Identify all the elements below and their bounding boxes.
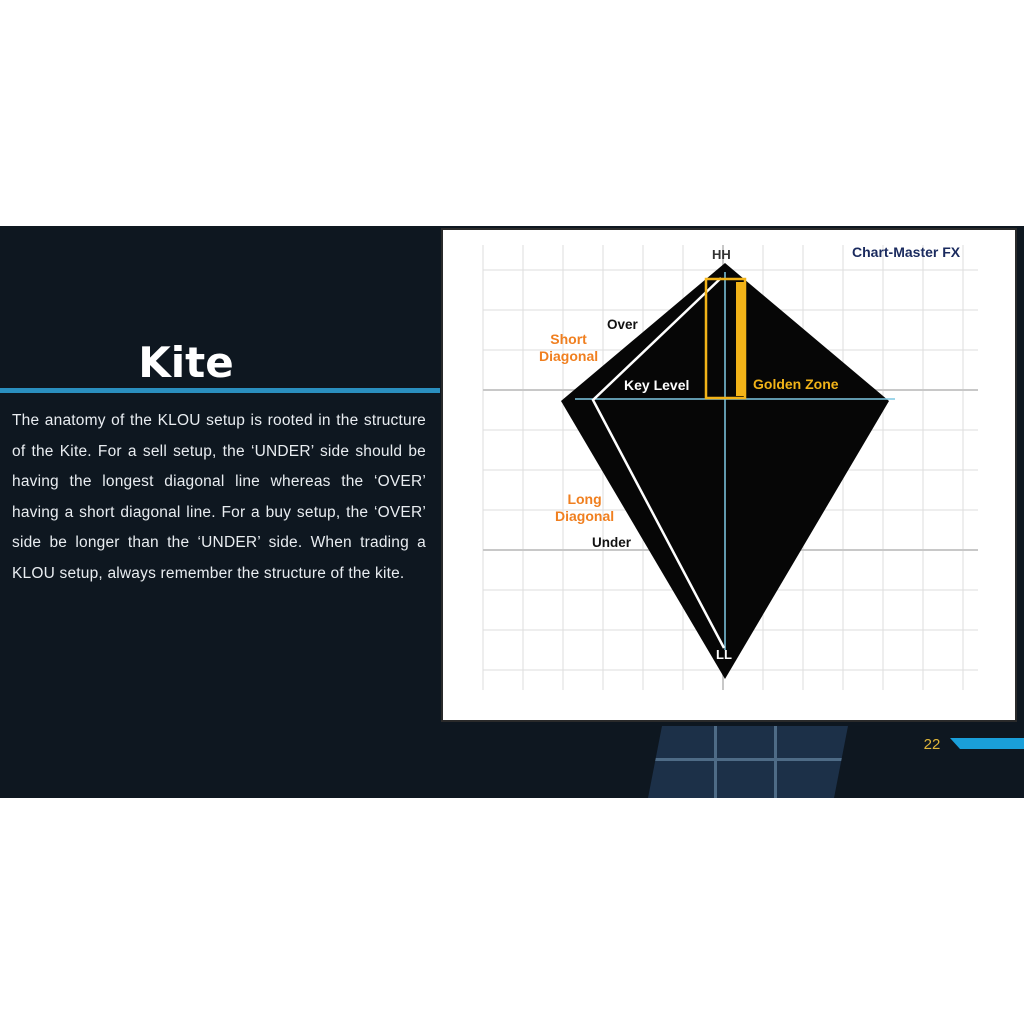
long-diagonal-label	[555, 491, 614, 525]
key-level-label: Key Level	[624, 377, 690, 393]
deco-line	[648, 758, 848, 761]
deco-line	[774, 726, 777, 798]
deco-line	[714, 726, 717, 798]
higher-high-label: HH	[712, 247, 731, 262]
slide-title: Kite	[138, 338, 234, 387]
long-diagonal-line-1: Long	[567, 491, 602, 507]
page-accent-bar	[950, 738, 1024, 749]
golden-zone-bar	[736, 282, 745, 396]
long-diagonal-line-2: Diagonal	[555, 508, 615, 524]
kite-diagram	[441, 228, 1017, 722]
page-number: 22	[923, 736, 941, 753]
short-diagonal-label	[539, 331, 598, 365]
slide-body-text: The anatomy of the KLOU setup is rooted in the structure of the Kite. For a sell setup, the ‘UNDER’ side should be having the longest diagonal line whereas the ‘OVER’ having a short diagonal line. For a buy setup, the ‘OVER’ side be longer than the ‘UNDER’ side. When trading a KLOU setup, always remember the structure of the kite.	[12, 412, 426, 582]
over-label: Over	[607, 317, 638, 332]
title-underline	[0, 388, 440, 393]
decorative-grid-panel	[648, 726, 848, 798]
under-label: Under	[592, 535, 632, 550]
lower-low-label: LL	[716, 647, 732, 662]
short-diagonal-line-1: Short	[550, 331, 587, 347]
brand-label: Chart-Master FX	[852, 244, 961, 260]
golden-zone-label: Golden Zone	[753, 376, 839, 392]
short-diagonal-line-2: Diagonal	[539, 348, 599, 364]
